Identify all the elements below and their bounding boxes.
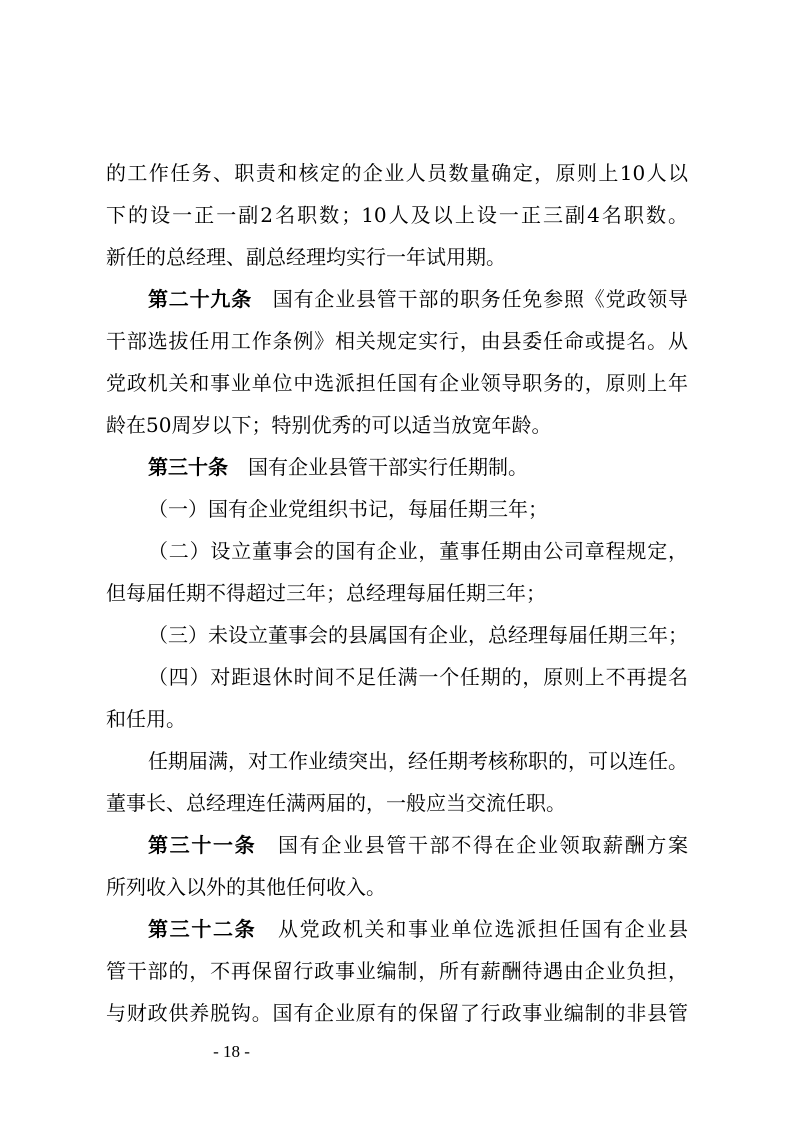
list-item: （三）未设立董事会的县属国有企业，总经理每届任期三年；: [148, 623, 688, 647]
text-line: 新任的总经理、副总经理均实行一年试用期。: [106, 245, 506, 269]
text-line: 干部选拔任用工作条例》相关规定实行，由县委任命或提名。从: [106, 329, 688, 353]
text-line: 龄在50周岁以下；特别优秀的可以适当放宽年龄。: [106, 413, 552, 437]
list-item: （四）对距退休时间不足任满一个任期的，原则上不再提名: [148, 665, 688, 689]
text-line: 董事长、总经理连任满两届的，一般应当交流任职。: [106, 791, 566, 815]
text-line: 但每届任期不得超过三年；总经理每届任期三年；: [106, 581, 546, 605]
page-number: - 18 -: [213, 1042, 250, 1061]
text-line: 任期届满，对工作业绩突出，经任期考核称职的，可以连任。: [148, 749, 688, 773]
article-number: 第三十条: [148, 455, 228, 479]
article-number: 第二十九条: [148, 287, 252, 311]
article-30-heading-line: 第三十条 国有企业县管干部实行任期制。: [148, 455, 528, 479]
text-line: 的工作任务、职责和核定的企业人员数量确定，原则上10人以: [106, 161, 688, 185]
text-line: 和任用。: [106, 707, 186, 731]
text-line: 党政机关和事业单位中选派担任国有企业领导职务的，原则上年: [106, 371, 688, 395]
article-32-heading-line: 第三十二条 从党政机关和事业单位选派担任国有企业县: [148, 917, 688, 941]
list-item: （一）国有企业党组织书记，每届任期三年；: [148, 497, 548, 521]
article-number: 第三十一条: [148, 833, 257, 857]
list-item: （二）设立董事会的国有企业，董事任期由公司章程规定，: [148, 539, 688, 563]
article-31-heading-line: 第三十一条 国有企业县管干部不得在企业领取薪酬方案: [148, 833, 688, 857]
text-line: 下的设一正一副2名职数；10人及以上设一正三副4名职数。: [106, 203, 688, 227]
text-line: 与财政供养脱钩。国有企业原有的保留了行政事业编制的非县管: [106, 1001, 688, 1025]
article-number: 第三十二条: [148, 917, 257, 941]
article-29-heading-line: 第二十九条 国有企业县管干部的职务任免参照《党政领导: [148, 287, 688, 311]
text-line: 管干部的，不再保留行政事业编制，所有薪酬待遇由企业负担，: [106, 959, 688, 983]
text-line: 所列收入以外的其他任何收入。: [106, 875, 386, 899]
